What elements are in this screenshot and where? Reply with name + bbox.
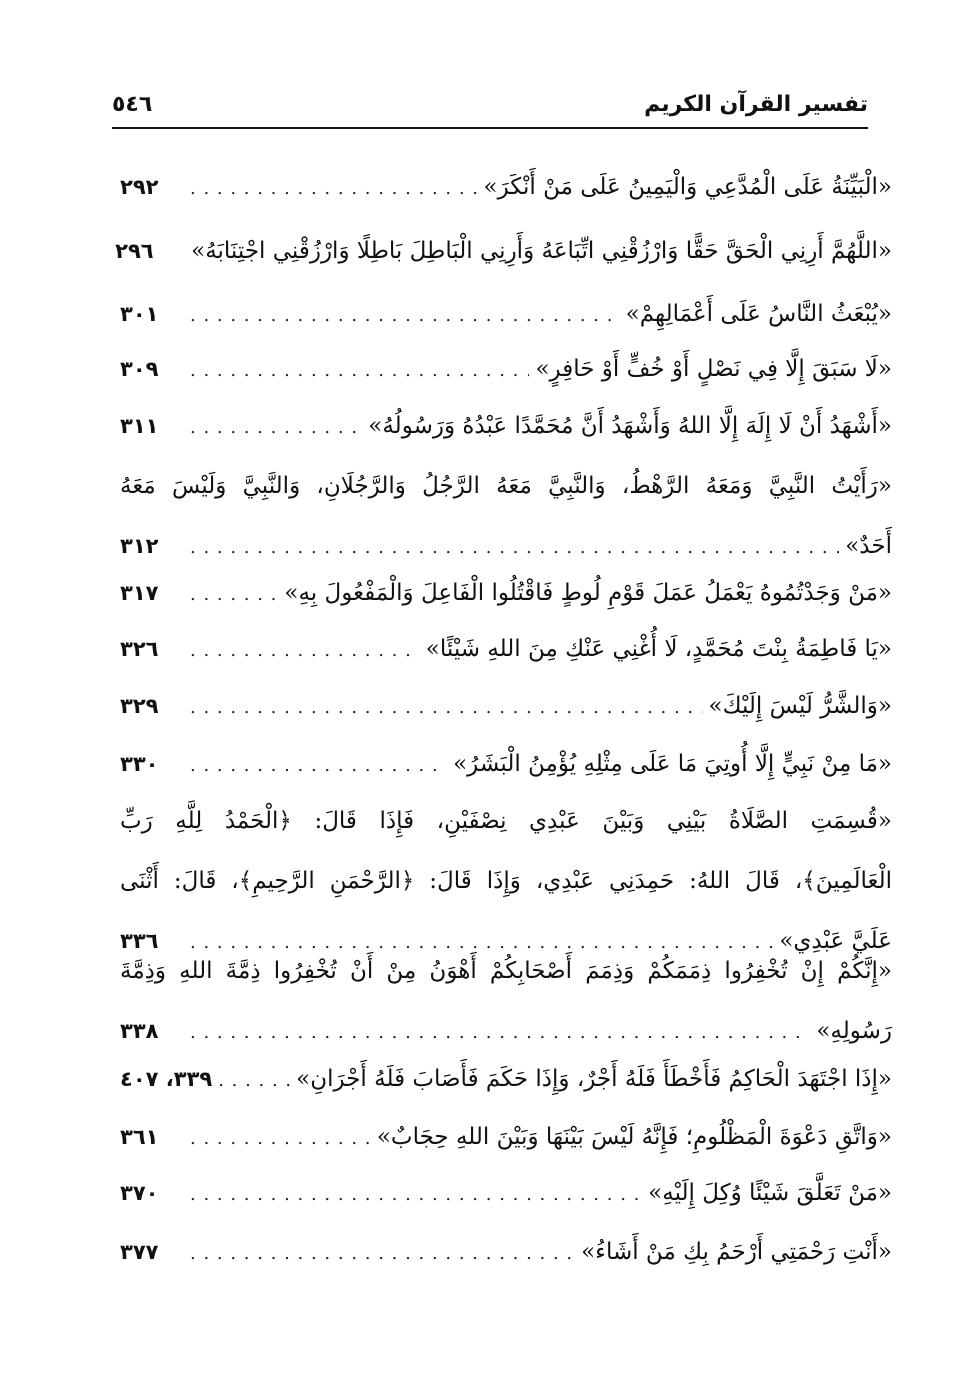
entry-page-number: ٣١٧ — [120, 581, 159, 605]
entry-text: «مَا مِنْ نَبِيٍّ إِلَّا أُوتِيَ مَا عَلَى مِثْلِهِ يُؤْمِنُ الْبَشَرُ» — [453, 751, 892, 777]
leader-dots — [190, 736, 447, 796]
entry-continued-line: «قُسِمَتِ الصَّلَاةُ بَيْنِي وَبَيْنَ عَبْدِي نِصْفَيْنِ، فَإِذَا قَالَ: ﴿الْحَمْدُ لِلَّهِ رَبِّ — [120, 808, 892, 834]
entry-line — [115, 221, 892, 281]
entry-text: «وَالشَّرُّ لَيْسَ إِلَيْكَ» — [708, 693, 892, 719]
page-header — [112, 92, 868, 126]
entry-page-number: ٣٣٠ — [120, 752, 159, 776]
entry-line — [120, 1049, 892, 1109]
entry-text: عَلَيَّ عَبْدِي» — [779, 928, 892, 954]
leader-dots — [190, 621, 420, 681]
index-entry — [120, 619, 892, 679]
index-entry — [120, 941, 892, 1061]
leader-dots — [190, 565, 278, 625]
entry-text: «إِذَا اجْتَهَدَ الْحَاكِمُ فَأَخْطَأَ فَلَهُ أَجْرٌ، وَإِذَا حَكَمَ فَأَصَابَ فَلَهُ أَجْرَانِ» — [296, 1066, 892, 1092]
entry-text: «اللَّهُمَّ أَرِنِي الْحَقَّ حَقًّا وَارْزُقْنِي اتِّبَاعَهُ وَأَرِنِي الْبَاطِلَ بَاطِلًا وَارْزُقْنِي اجْتِنَابَهُ» — [191, 238, 892, 264]
page-number: ٥٤٦ — [112, 92, 153, 117]
entry-text: «يُبْعَثُ النَّاسُ عَلَى أَعْمَالِهِمْ» — [625, 301, 892, 327]
entry-text: «أَنْتِ رَحْمَتِي أَرْحَمُ بِكِ مَنْ أَشَاءُ» — [581, 1239, 892, 1265]
entry-page-number: ٣٢٩ — [120, 694, 159, 718]
entry-line — [120, 1222, 892, 1282]
index-entry — [120, 339, 892, 399]
entry-text: «لَا سَبَقَ إِلَّا فِي نَصْلٍ أَوْ خُفٍّ أَوْ حَافِرٍ» — [535, 356, 892, 382]
index-entry — [120, 1163, 892, 1223]
leader-dots — [190, 1224, 575, 1284]
leader-dots — [190, 398, 362, 458]
entry-page-number: ٣٣٦ — [120, 929, 159, 953]
entry-line — [120, 1163, 892, 1223]
leader-dots — [218, 1051, 290, 1111]
entry-text: «أَشْهَدُ أَنْ لَا إِلَهَ إِلَّا اللهُ وَأَشْهَدُ أَنَّ مُحَمَّدًا عَبْدُهُ وَرَسُولُهُ» — [368, 413, 892, 439]
header-rule — [112, 127, 868, 129]
leader-dots — [190, 159, 478, 219]
entry-line — [120, 563, 892, 623]
index-entry — [120, 157, 892, 217]
entry-page-number: ٣٧٠ — [120, 1181, 159, 1205]
entry-continued-line: الْعَالَمِينَ﴾، قَالَ اللهُ: حَمِدَنِي عَبْدِي، وَإِذَا قَالَ: ﴿الرَّحْمَنِ الرَّحِيمِ﴾، قَالَ: أَثْنَى — [120, 868, 893, 894]
leader-dots — [190, 341, 529, 401]
leader-dots — [190, 1109, 371, 1169]
entry-line — [120, 157, 892, 217]
index-entry — [120, 563, 892, 623]
leader-dots — [190, 678, 703, 738]
entry-page-number: ٣١٢ — [120, 534, 159, 558]
entry-page-number: ٣٠٩ — [120, 357, 159, 381]
entry-text: «وَاتَّقِ دَعْوَةَ الْمَظْلُومِ؛ فَإِنَّهُ لَيْسَ بَيْنَهَا وَبَيْنَ اللهِ حِجَابٌ» — [376, 1124, 892, 1150]
leader-dots — [190, 286, 620, 346]
entry-page-number: ٣٣٩، ٤٠٧ — [120, 1067, 213, 1091]
entry-text: «يَا فَاطِمَةُ بِنْتَ مُحَمَّدٍ، لَا أُغْنِي عَنْكِ مِنَ اللهِ شَيْئًا» — [425, 636, 892, 662]
index-entry — [120, 284, 892, 344]
entry-page-number: ٣٢٦ — [120, 637, 159, 661]
entry-text: «الْبَيِّنَةُ عَلَى الْمُدَّعِي وَالْيَمِينُ عَلَى مَنْ أَنْكَرَ» — [483, 174, 892, 200]
index-entry — [120, 1222, 892, 1282]
entry-text: أَحَدٌ» — [845, 533, 892, 559]
entry-line — [120, 1107, 892, 1167]
entry-page-number: ٣٧٧ — [120, 1240, 159, 1264]
entry-page-number: ٣١١ — [120, 414, 159, 438]
entry-page-number: ٢٩٢ — [120, 175, 159, 199]
entry-line — [120, 396, 892, 456]
book-title: تفسير القرآن الكريم — [644, 92, 868, 117]
entry-page-number: ٢٩٦ — [115, 239, 154, 263]
index-entry — [120, 456, 892, 576]
entry-continued-line: «إِنَّكُمْ إِنْ تُخْفِرُوا ذِمَمَكُمْ وَذِمَمَ أَصْحَابِكُمْ أَهْوَنُ مِنْ أَنْ تُخْفِرُوا ذِمَّةَ اللهِ وَذِمَّةَ — [120, 958, 892, 984]
index-entry — [120, 676, 892, 736]
entry-text: «مَنْ وَجَدْتُمُوهُ يَعْمَلُ عَمَلَ قَوْمِ لُوطٍ فَاقْتُلُوا الْفَاعِلَ وَالْمَفْعُولَ بِهِ» — [284, 580, 892, 606]
entry-page-number: ٣٠١ — [120, 302, 159, 326]
entry-page-number: ٣٣٨ — [120, 1019, 159, 1043]
index-entry — [120, 1107, 892, 1167]
entry-text: «مَنْ تَعَلَّقَ شَيْئًا وُكِلَ إِلَيْهِ» — [648, 1180, 892, 1206]
leader-dots — [190, 1165, 642, 1225]
entry-line — [120, 284, 892, 344]
entry-page-number: ٣٦١ — [120, 1125, 159, 1149]
index-entry — [120, 734, 892, 794]
index-entry — [120, 396, 892, 456]
entry-line — [120, 734, 892, 794]
entry-line — [120, 619, 892, 679]
index-entry — [120, 1049, 892, 1109]
entry-text: رَسُولِهِ» — [816, 1018, 892, 1044]
entry-continued-line: «رَأَيْتُ النَّبِيَّ وَمَعَهُ الرَّهْطُ، وَالنَّبِيَّ مَعَهُ الرَّجُلُ وَالرَّجُلَانِ، وَالنَّبِيَّ وَلَيْسَ مَعَهُ — [120, 473, 892, 499]
entry-line — [120, 676, 892, 736]
entry-line — [120, 339, 892, 399]
index-entry — [115, 221, 892, 281]
